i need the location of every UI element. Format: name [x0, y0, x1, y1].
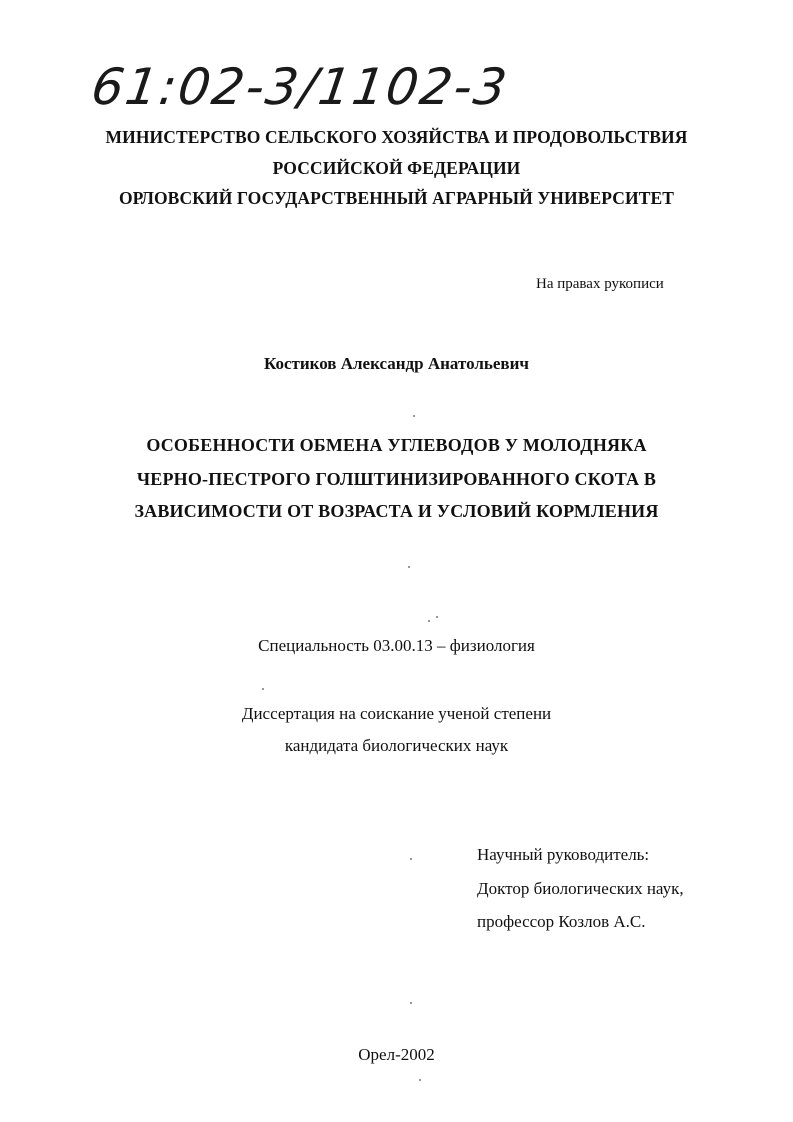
scan-speck — [262, 688, 264, 690]
ministry-line-2: РОССИЙСКОЙ ФЕДЕРАЦИИ — [272, 158, 521, 178]
degree-line-2: кандидата биологических наук — [284, 736, 509, 755]
dissertation-title-line-3: ЗАВИСИМОСТИ ОТ ВОЗРАСТА И УСЛОВИЙ КОРМЛЕНИЯ — [134, 501, 659, 521]
dissertation-title-line-1: ОСОБЕННОСТИ ОБМЕНА УГЛЕВОДОВ У МОЛОДНЯКА — [146, 435, 647, 455]
degree-line-1: Диссертация на соискание ученой степени — [241, 704, 552, 723]
city-year: Орел-2002 — [358, 1045, 435, 1064]
scan-speck — [419, 1079, 421, 1081]
archive-number-handwritten: 61:02-3/1102-3 — [87, 58, 512, 116]
author-name: Костиков Александр Анатольевич — [263, 354, 529, 373]
ministry-line-1: МИНИСТЕРСТВО СЕЛЬСКОГО ХОЗЯЙСТВА И ПРОДОВОЛЬСТВИЯ — [105, 127, 688, 147]
dissertation-title-line-2: ЧЕРНО-ПЕСТРОГО ГОЛШТИНИЗИРОВАННОГО СКОТА В — [136, 469, 657, 489]
university-name: ОРЛОВСКИЙ ГОСУДАРСТВЕННЫЙ АГРАРНЫЙ УНИВЕРСИТЕТ — [118, 188, 675, 208]
supervisor-label: Научный руководитель: — [477, 845, 650, 864]
specialty-line: Специальность 03.00.13 – физиология — [258, 636, 535, 655]
scan-speck — [413, 415, 415, 417]
scan-speck — [428, 620, 430, 622]
supervisor-name: профессор Козлов А.С. — [477, 912, 646, 931]
supervisor-degree: Доктор биологических наук, — [477, 879, 684, 898]
scan-speck — [410, 1002, 412, 1004]
scan-speck — [410, 858, 412, 860]
scan-speck — [436, 616, 438, 618]
scan-speck — [408, 566, 410, 568]
manuscript-rights-note: На правах рукописи — [536, 276, 664, 292]
